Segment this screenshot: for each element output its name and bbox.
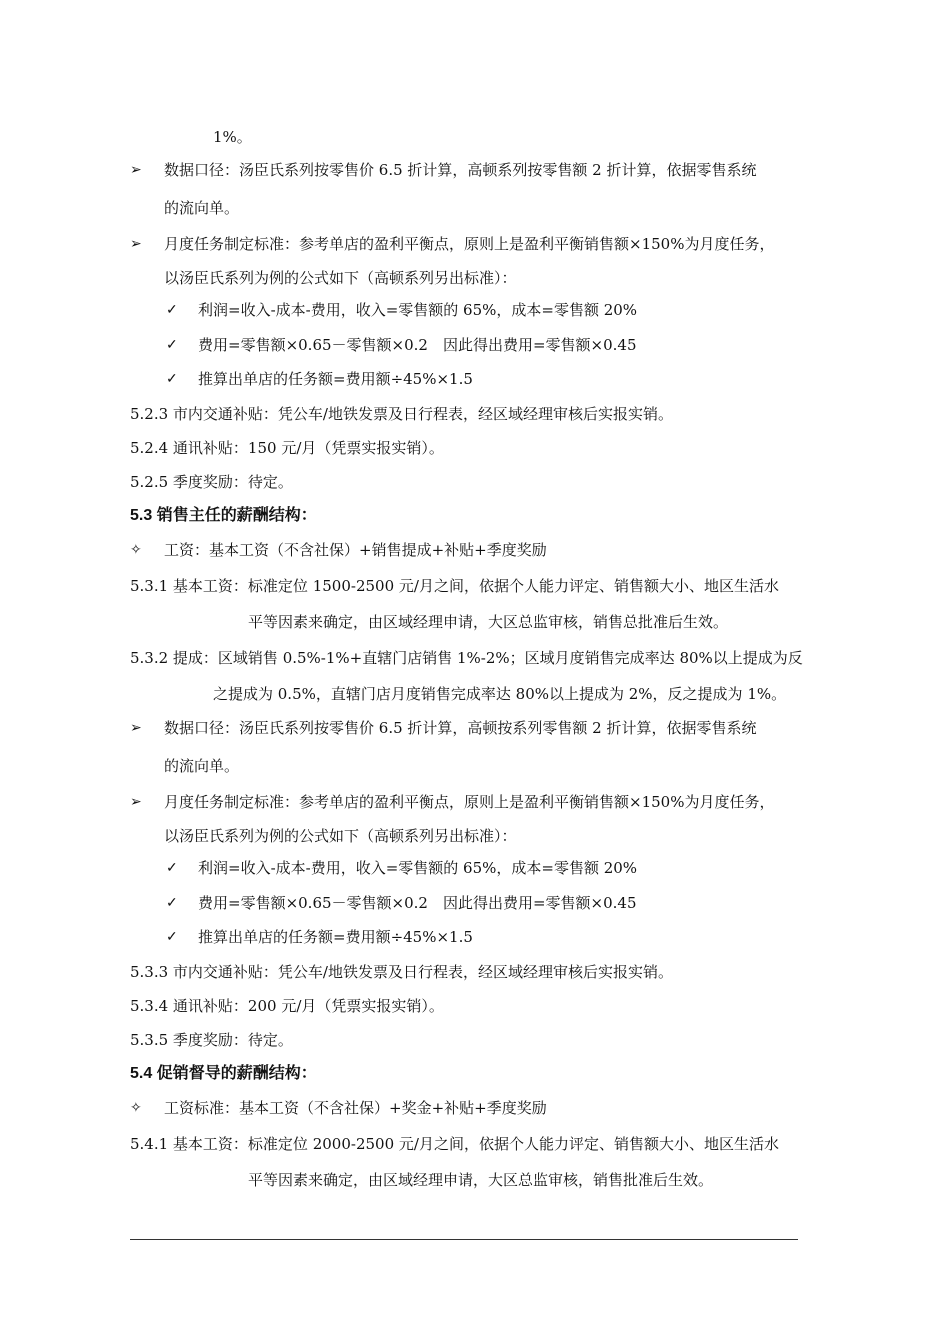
arrow-bullet-icon: ➢ [130,720,142,736]
paragraph-data-basis-cont: 的流向单。 [164,199,240,217]
paragraph-monthly-target: 月度任务制定标准：参考单店的盈利平衡点，原则上是盈利平衡销售额×150%为月度任务， [164,235,775,253]
salary-structure-5-4: 工资标准：基本工资（不含社保）+奖金+补贴+季度奖励 [164,1099,547,1117]
arrow-bullet-icon: ➢ [130,162,142,178]
check-bullet-icon: ✓ [166,371,178,387]
formula-task-2: 推算出单店的任务额=费用额÷45%×1.5 [198,928,473,946]
arrow-bullet-icon: ➢ [130,794,142,810]
formula-profit-2: 利润=收入-成本-费用，收入=零售额的 65%，成本=零售额 20% [198,859,638,877]
section-5-3-1-cont: 平等因素来确定，由区域经理申请，大区总监审核，销售总批准后生效。 [248,613,729,631]
formula-profit: 利润=收入-成本-费用，收入=零售额的 65%，成本=零售额 20% [198,301,638,319]
section-5-2-4: 5.2.4 通讯补贴：150 元/月（凭票实报实销）。 [130,439,444,457]
section-5-2-3: 5.2.3 市内交通补贴：凭公车/地铁发票及日行程表，经区域经理审核后实报实销。 [130,405,673,423]
section-5-4-1: 5.4.1 基本工资：标准定位 2000-2500 元/月之间，依据个人能力评定、销售额大小、地区生活水 [130,1135,779,1153]
paragraph-data-basis-2-cont: 的流向单。 [164,757,240,775]
check-bullet-icon: ✓ [166,929,178,945]
footer-divider [130,1239,798,1240]
check-bullet-icon: ✓ [166,895,178,911]
formula-expense-2: 费用=零售额×0.65－零售额×0.2 因此得出费用=零售额×0.45 [198,894,637,912]
check-bullet-icon: ✓ [166,302,178,318]
paragraph-monthly-target-2: 月度任务制定标准：参考单店的盈利平衡点，原则上是盈利平衡销售额×150%为月度任务， [164,793,775,811]
section-5-3-5: 5.3.5 季度奖励：待定。 [130,1031,293,1049]
section-5-3-2-cont: 之提成为 0.5%，直辖门店月度销售完成率达 80%以上提成为 2%，反之提成为 1%。 [213,685,787,703]
diamond-bullet-icon: ✧ [130,1100,142,1116]
paragraph-data-basis: 数据口径：汤臣氏系列按零售价 6.5 折计算，高顿系列按零售额 2 折计算，依据零售系统 [164,161,757,179]
paragraph-monthly-target-cont: 以汤臣氏系列为例的公式如下（高顿系列另出标准）： [164,269,517,287]
diamond-bullet-icon: ✧ [130,542,142,558]
section-5-3-1: 5.3.1 基本工资：标准定位 1500-2500 元/月之间，依据个人能力评定、销售额大小、地区生活水 [130,577,779,595]
arrow-bullet-icon: ➢ [130,236,142,252]
formula-expense: 费用=零售额×0.65－零售额×0.2 因此得出费用=零售额×0.45 [198,336,637,354]
heading-5-3: 5.3 销售主任的薪酬结构： [130,507,317,524]
paragraph-monthly-target-2-cont: 以汤臣氏系列为例的公式如下（高顿系列另出标准）： [164,827,517,845]
salary-structure-5-3: 工资：基本工资（不含社保）+销售提成+补贴+季度奖励 [164,541,547,559]
section-5-3-3: 5.3.3 市内交通补贴：凭公车/地铁发票及日行程表，经区域经理审核后实报实销。 [130,963,673,981]
formula-task: 推算出单店的任务额=费用额÷45%×1.5 [198,370,473,388]
section-5-3-4: 5.3.4 通讯补贴：200 元/月（凭票实报实销）。 [130,997,444,1015]
continuation-text: 1%。 [213,128,252,146]
paragraph-data-basis-2: 数据口径：汤臣氏系列按零售价 6.5 折计算，高顿按系列零售额 2 折计算，依据零售系统 [164,719,757,737]
section-5-4-1-cont: 平等因素来确定，由区域经理申请，大区总监审核，销售批准后生效。 [248,1171,714,1189]
section-5-2-5: 5.2.5 季度奖励：待定。 [130,473,293,491]
section-5-3-2: 5.3.2 提成：区域销售 0.5%-1%+直辖门店销售 1%-2%；区域月度销售完成率达 80%以上提成为反 [130,649,803,667]
check-bullet-icon: ✓ [166,337,178,353]
check-bullet-icon: ✓ [166,860,178,876]
heading-5-4: 5.4 促销督导的薪酬结构： [130,1065,317,1082]
